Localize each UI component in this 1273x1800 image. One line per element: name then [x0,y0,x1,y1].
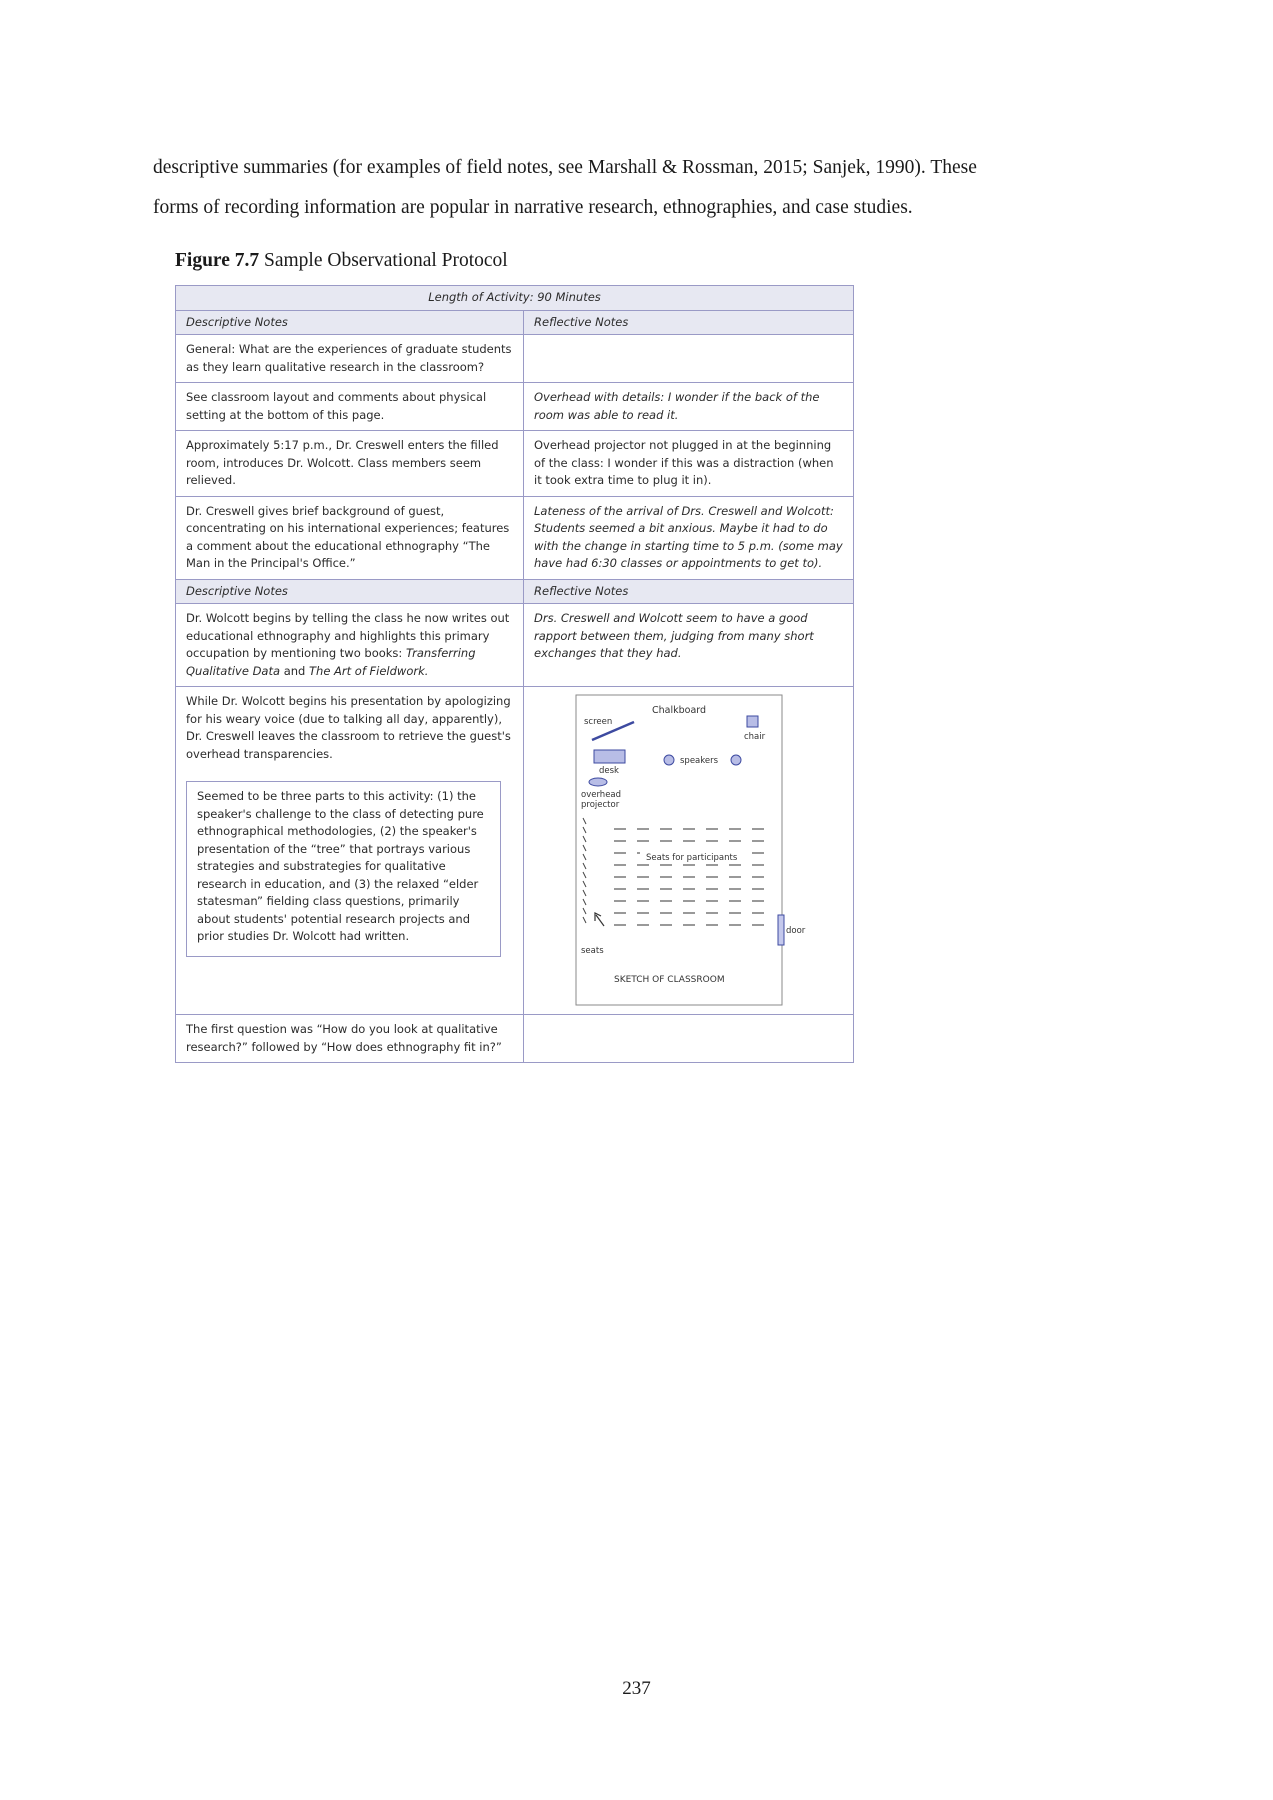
chair-label: chair [744,732,766,742]
figure-caption [175,250,508,272]
note-text: Dr. Wolcott begins by telling the class he now writes out educational ethnography and highlights this primary occupation by mentioning two books: [186,611,510,660]
descriptive-notes-header: Descriptive Notes [176,310,524,335]
desk-icon [594,750,625,763]
descriptive-note [176,604,524,687]
chair-icon [747,716,758,727]
book-title: The Art of Fieldwork. [309,663,429,678]
projector-label: projector [581,800,620,810]
reflective-note: Drs. Creswell and Wolcott seem to have a good rapport between them, judging from many short exchanges that they had. [524,604,854,687]
summary-box: Seemed to be three parts to this activity: (1) the speaker's challenge to the class of detecting pure ethnographical methodologies, (2) the speaker's presentation of the “tree” that portrays various strategies and substrategies for qualitative research in education, and (3) the relaxed “elder statesman” fielding class questions, primarily about students' potential research projects and prior studies Dr. Wolcott had written. [186,781,501,957]
observational-protocol-table [175,285,854,1063]
reflective-notes-header: Reflective Notes [524,310,854,335]
speaker-icon [731,755,741,765]
reflective-note: Lateness of the arrival of Drs. Creswell and Wolcott: Students seemed a bit anxious. Maybe it had to do with the change in starting time to 5 p.m. (some may have had 6:30 classes or appointments to get to). [524,496,854,579]
descriptive-note: Approximately 5:17 p.m., Dr. Creswell enters the filled room, introduces Dr. Wolcott. Class members seem relieved. [176,431,524,497]
note-text: While Dr. Wolcott begins his presentation by apologizing for his weary voice (due to talking all day, apparently), Dr. Creswell leaves the classroom to retrieve the guest's overhead transparencies. [186,694,511,761]
table-row [176,687,854,1015]
reflective-note-empty [524,1015,854,1063]
table-row [176,335,854,383]
table-row [176,383,854,431]
speaker-icon [664,755,674,765]
classroom-sketch-cell [524,687,854,1015]
descriptive-note: The first question was “How do you look at qualitative research?” followed by “How does ethnography fit in?” [176,1015,524,1063]
desk-label: desk [599,766,619,776]
reflective-note: Overhead projector not plugged in at the beginning of the class: I wonder if this was a distraction (when it took extra time to plug it in). [524,431,854,497]
seats-for-participants-label: Seats for participants [646,853,738,863]
note-text: and [280,663,309,678]
screen-label: screen [584,717,613,727]
figure-label: Figure 7.7 [175,250,260,271]
table-row [176,604,854,687]
door-label: door [786,926,806,936]
door-icon [778,915,784,945]
intro-paragraph [153,148,1093,228]
table-row [176,579,854,604]
descriptive-notes-header: Descriptive Notes [176,579,524,604]
sketch-caption: SKETCH OF CLASSROOM [614,975,725,985]
book-title: Transferring Qualitative Data [186,646,476,678]
classroom-sketch [574,693,806,1008]
reflective-note: Overhead with details: I wonder if the back of the room was able to read it. [524,383,854,431]
intro-line-1: descriptive summaries (for examples of field notes, see Marshall & Rossman, 2015; Sanjek, 1990). These [153,157,977,178]
page-number: 237 [622,1678,651,1699]
table-row [176,496,854,579]
descriptive-note: Dr. Creswell gives brief background of guest, concentrating on his international experiences; features a comment about the educational ethnography “The Man in the Principal's Office.” [176,496,524,579]
table-row [176,431,854,497]
reflective-notes-header: Reflective Notes [524,579,854,604]
table-row [176,310,854,335]
descriptive-note: See classroom layout and comments about physical setting at the bottom of this page. [176,383,524,431]
descriptive-note: General: What are the experiences of graduate students as they learn qualitative research in the classroom? [176,335,524,383]
speakers-label: speakers [680,756,719,766]
overhead-label: overhead [581,790,622,800]
reflective-note-empty [524,335,854,383]
seats-label: seats [581,946,604,956]
descriptive-note [176,687,524,1015]
activity-length-header: Length of Activity: 90 Minutes [176,286,854,311]
chalkboard-label: Chalkboard [652,705,707,716]
table-row [176,286,854,311]
figure-title: Sample Observational Protocol [264,250,508,271]
overhead-projector-icon [589,778,607,786]
intro-line-2: forms of recording information are popular in narrative research, ethnographies, and case studies. [153,197,913,218]
table-row [176,1015,854,1063]
